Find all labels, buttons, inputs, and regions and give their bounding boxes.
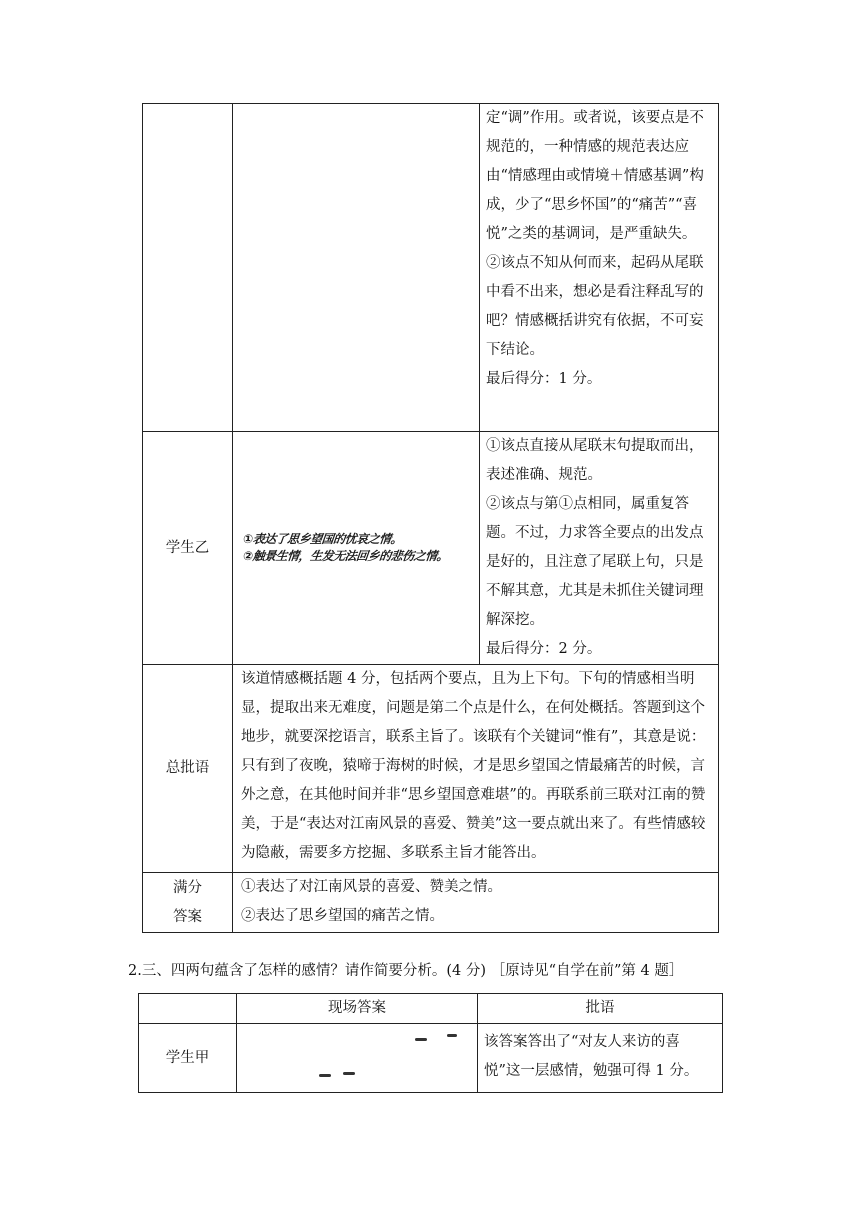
column-header: 批语: [478, 994, 723, 1024]
full-answer-label: 满分: [173, 879, 202, 896]
question-text: 2.三、四两句蕴含了怎样的感情？请作简要分析。(4 分) ［原诗见“自学在前”第 4 题］: [128, 963, 684, 979]
student-label-cell: 学生乙: [143, 432, 233, 665]
student-label-cell: [143, 104, 233, 432]
full-answer-line: ①表达了对江南风景的喜爱、赞美之情。: [241, 879, 502, 895]
answer-mark: [343, 1072, 355, 1075]
critique-paragraph: ②该点不知从何而来，起码从尾联中看不出来，想必是看注释乱写的吧？情感概括讲究有依据，不可妄下结论。: [486, 255, 704, 358]
summary-text-cell: 该道情感概括题 4 分，包括两个要点，且为上下句。下句的情感相当明显，提取出来无难度，问题是第二个点是什么，在何处概括。答题到这个地步，就要深挖语言，联系主旨了。该联有个关键词“惟有”，其意是说：只有到了夜晚，猿啼于海树的时候，才是思乡望国之情最痛苦的时候，言外之意，在其他时间并非“思乡望国意难堪”的。再联系前三联对江南的赞美，于是“表达对江南风景的喜爱、赞美”这一要点就出来了。有些情感较为隐蔽，需要多方挖掘、多联系主旨才能答出。: [233, 665, 719, 873]
answer-mark: [447, 1034, 457, 1037]
critique-cell: [480, 432, 719, 665]
full-answer-line: ②表达了思乡望国的痛苦之情。: [241, 908, 444, 924]
full-answer-label-cell: [143, 873, 233, 933]
summary-row: [143, 665, 719, 873]
score-text: 最后得分：1 分。: [486, 371, 602, 387]
critique-paragraph: ①该点直接从尾联末句提取而出，表述准确、规范。: [486, 438, 704, 483]
full-answer-row: [143, 873, 719, 933]
student-label-cell: 学生甲: [139, 1024, 237, 1093]
answer-mark: [415, 1038, 427, 1041]
table-row: [143, 104, 719, 432]
critique-cell: 该答案答出了“对友人来访的喜悦”这一层感情，勉强可得 1 分。: [478, 1024, 723, 1093]
table-row: [139, 1024, 723, 1093]
critique-paragraph: ②该点与第①点相同，属重复答题。不过，力求答全要点的出发点是好的，且注意了尾联上句，只是不解其意，尤其是未抓住关键词理解深挖。: [486, 496, 704, 628]
header-row: [139, 994, 723, 1024]
critique-cell: [480, 104, 719, 432]
full-answer-text-cell: [233, 873, 719, 933]
answer-image-cell: [237, 1024, 478, 1093]
answer-image-cell: [233, 104, 480, 432]
handwritten-answer-line: ①表达了思乡望国的忧哀之情。: [242, 532, 403, 546]
table-row: [143, 432, 719, 665]
column-header: 现场答案: [237, 994, 478, 1024]
column-header: [139, 994, 237, 1024]
full-answer-label: 答案: [173, 908, 202, 925]
critique-table-2: [138, 993, 723, 1093]
critique-paragraph: 定“调”作用。或者说，该要点是不规范的，一种情感的规范表达应由“情感理由或情境＋情感基调”构成，少了“思乡怀国”的“痛苦”“喜悦”之类的基调词，是严重缺失。: [486, 110, 704, 242]
handwritten-answer-line: ②触景生情，生发无法回乡的悲伤之情。: [242, 549, 449, 563]
handwritten-answer-cell: [233, 432, 480, 665]
critique-table: [142, 103, 719, 933]
summary-label-cell: 总批语: [143, 665, 233, 873]
answer-mark: [319, 1074, 331, 1077]
score-text: 最后得分：2 分。: [486, 641, 602, 657]
